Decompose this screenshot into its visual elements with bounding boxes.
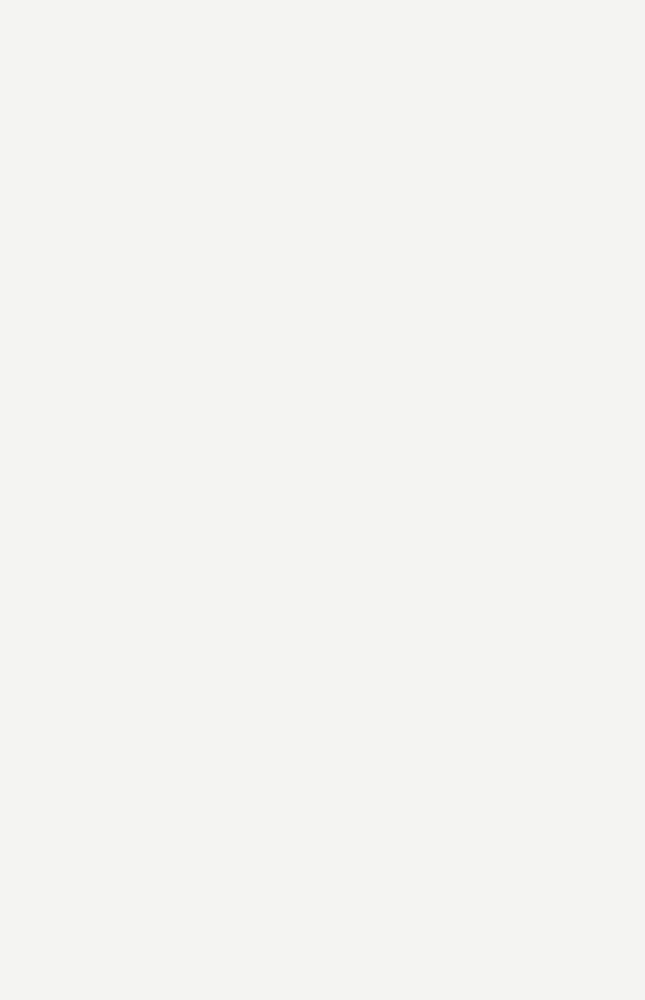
upper-section — [38, 36, 603, 504]
lower-section — [38, 506, 603, 934]
